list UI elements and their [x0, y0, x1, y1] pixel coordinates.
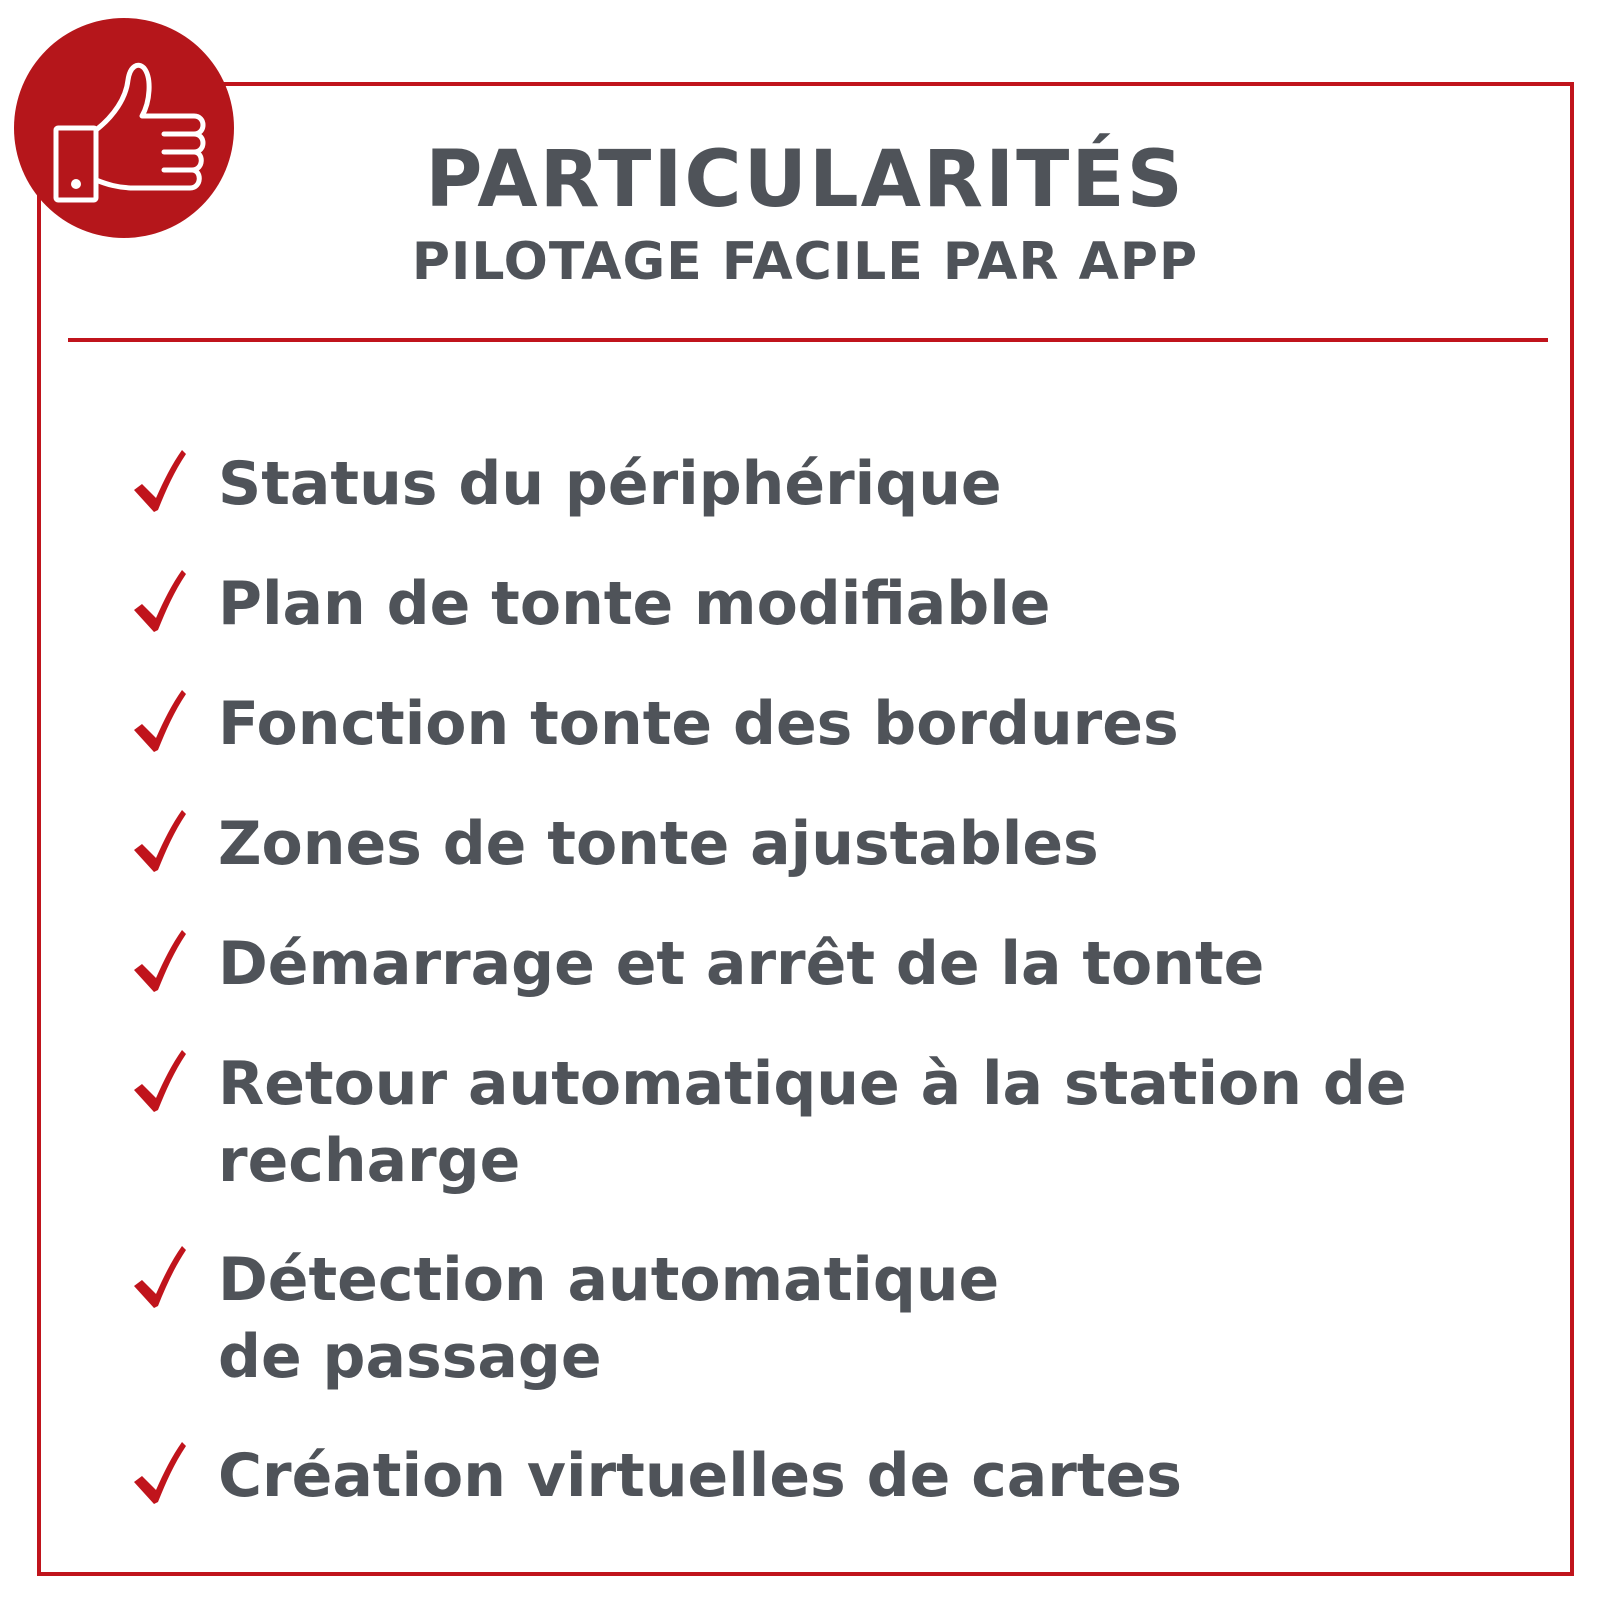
checkmark-icon: [130, 566, 190, 636]
page-subtitle: PILOTAGE FACILE PAR APP: [411, 232, 1199, 292]
page-title: PARTICULARITÉS: [425, 135, 1185, 225]
feature-label: Zones de tonte ajustables: [218, 809, 1099, 879]
feature-label: Retour automatique à la station de recharge: [218, 1049, 1407, 1196]
checkmark-icon: [130, 446, 190, 516]
checkmark-icon: [130, 1046, 190, 1116]
checkmark-icon: [130, 1242, 190, 1312]
feature-label: Fonction tonte des bordures: [218, 689, 1179, 759]
feature-label: Détection automatique de passage: [218, 1245, 1000, 1392]
feature-label: Démarrage et arrêt de la tonte: [218, 929, 1265, 999]
feature-label: Status du périphérique: [218, 449, 1002, 519]
checkmark-icon: [130, 686, 190, 756]
checkmark-icon: [130, 926, 190, 996]
feature-label: Plan de tonte modifiable: [218, 569, 1051, 639]
checkmark-icon: [130, 806, 190, 876]
checkmark-icon: [130, 1438, 190, 1508]
feature-label: Création virtuelles de cartes: [218, 1441, 1182, 1511]
